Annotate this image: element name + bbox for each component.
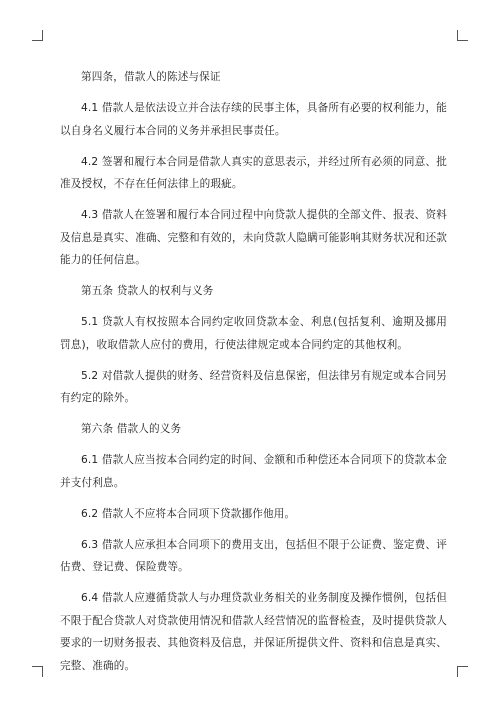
crop-mark-top-right — [457, 30, 468, 41]
crop-mark-bottom-left — [32, 666, 43, 677]
clause-4-1: 4.1 借款人是依法设立并合法存续的民事主体，具备所有必要的权利能力，能以自身名义履行本合同的义务并承担民事责任。 — [60, 102, 447, 137]
clause-5-1: 5.1 贷款人有权按照本合同约定收回贷款本金、利息(包括复利、逾期及挪用罚息)，收取借款人应付的费用，行使法律规定或本合同约定的其他权利。 — [60, 316, 447, 351]
clause-6-3: 6.3 借款人应承担本合同项下的费用支出，包括但不限于公证费、鉴定费、评估费、登记费、保险费等。 — [60, 538, 447, 573]
crop-mark-top-left — [32, 30, 43, 41]
clause-6-2: 6.2 借款人不应将本合同项下贷款挪作他用。 — [81, 507, 296, 520]
section-heading-article-6: 第六条 借款人的义务 — [81, 423, 182, 435]
clause-5-2: 5.2 对借款人提供的财务、经营资料及信息保密，但法律另有规定或本合同另有约定的除外。 — [60, 369, 447, 404]
clause-6-4: 6.4 借款人应遵循贷款人与办理贷款业务相关的业务制度及操作惯例，包括但不限于配合贷款人对贷款使用情况和借款人经营情况的监督检查，及时提供贷款人要求的一切财务报表、其他资料及信息，并保证所提供文件、资料和信息是真实、完整、准确的。 — [60, 592, 447, 672]
document-body — [60, 66, 447, 686]
section-heading-article-5: 第五条 贷款人的权利与义务 — [81, 285, 214, 297]
clause-4-2: 4.2 签署和履行本合同是借款人真实的意思表示，并经过所有必须的同意、批准及授权，不存在任何法律上的瑕疵。 — [60, 155, 447, 190]
clause-4-3: 4.3 借款人在签署和履行本合同过程中向贷款人提供的全部文件、报表、资料及信息是真实、准确、完整和有效的，未向贷款人隐瞒可能影响其财务状况和还款能力的任何信息。 — [60, 209, 447, 266]
section-heading-article-4: 第四条，借款人的陈述与保证 — [81, 71, 221, 83]
crop-mark-bottom-right — [457, 666, 468, 677]
clause-6-1: 6.1 借款人应当按本合同约定的时间、金额和币种偿还本合同项下的贷款本金并支付利息。 — [60, 454, 447, 489]
